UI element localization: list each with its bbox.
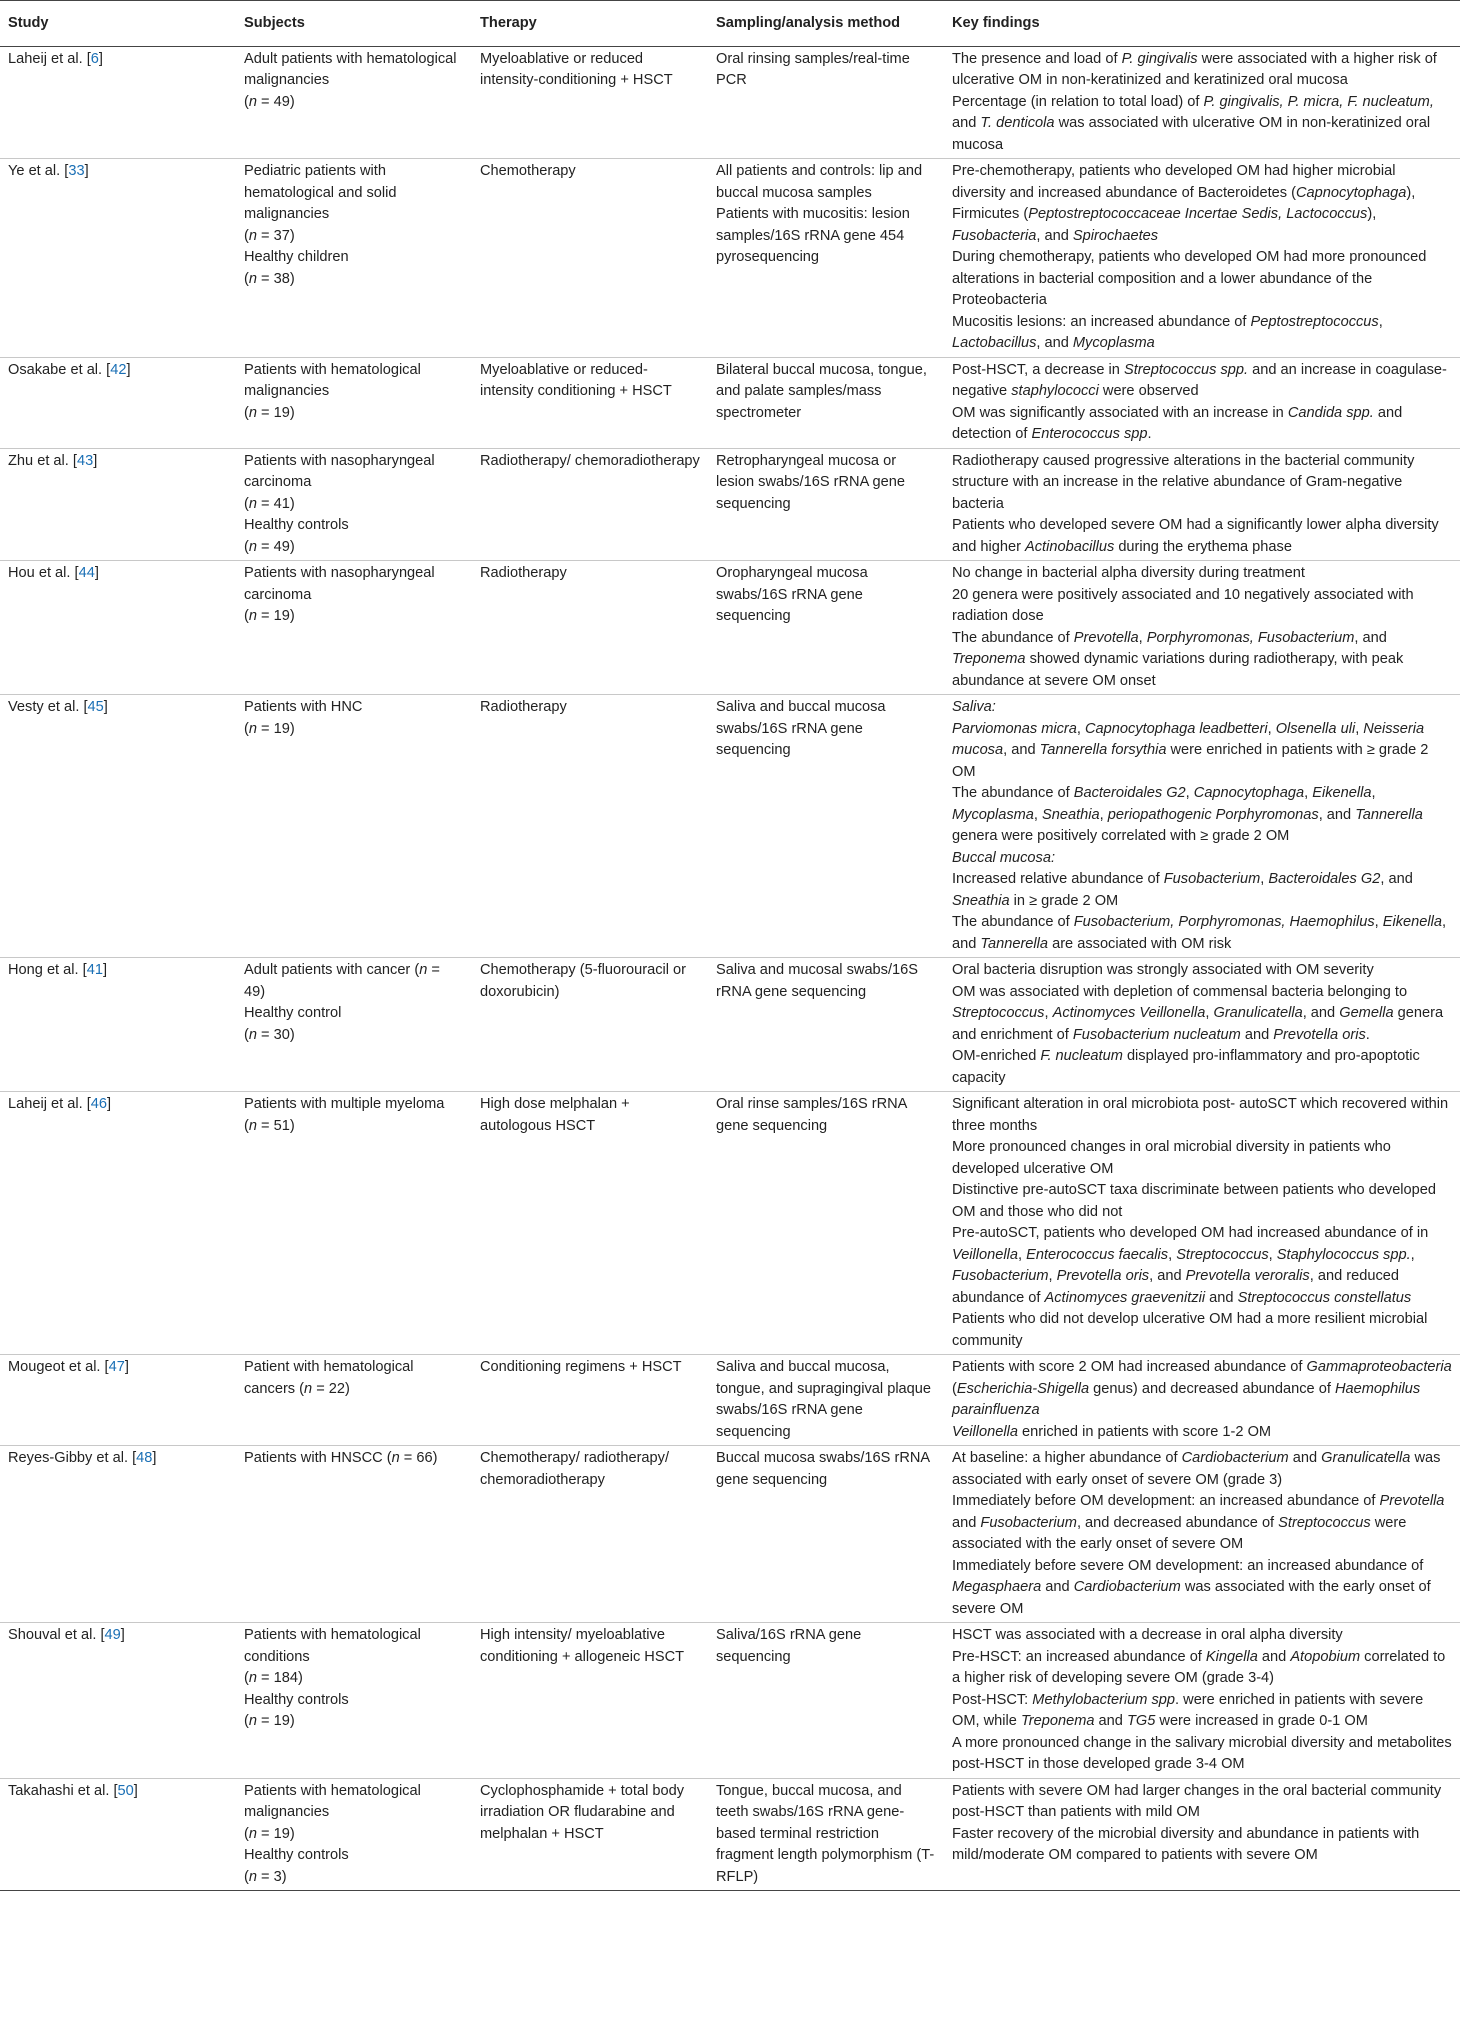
study-bracket: ] [124, 1359, 129, 1375]
subjects-line: (n = 19) [244, 404, 295, 421]
therapy-line: Myeloablative or reduced intensity-conditioning + HSCT [480, 50, 673, 88]
therapy-line: Conditioning regimens + HSCT [480, 1359, 682, 1375]
subjects-line: Patients with hematological malignancies [244, 361, 421, 399]
subjects-line: (n = 49) [244, 93, 295, 110]
method-cell [708, 695, 944, 958]
findings-line: Pre-chemotherapy, patients who developed OM had higher microbial diversity and increased abundance of Bacteroidetes (Capnocytophaga), Firmicutes (Peptostreptococcaceae Incertae Sedis, Lactococcus), Fusobacteria, and Spirochaetes [952, 163, 1416, 244]
findings-line: Pre-autoSCT, patients who developed OM had increased abundance of in Veillonella, Enterococcus faecalis, Streptococcus, Staphylococcus spp., Fusobacterium, Prevotella oris, and Prevotella veroralis, and reduced abundance of Actinomyces graevenitzii and Streptococcus constellatus [952, 1225, 1429, 1306]
study-bracket: ] [102, 962, 107, 978]
findings-line: Percentage (in relation to total load) of P. gingivalis, P. micra, F. nucleatum, and T. denticola was associated with ulcerative OM in non-keratinized oral mucosa [952, 93, 1434, 153]
findings-line: No change in bacterial alpha diversity during treatment [952, 565, 1305, 581]
table-row [0, 357, 1460, 448]
findings-line: The abundance of Bacteroidales G2, Capnocytophaga, Eikenella, Mycoplasma, Sneathia, periopathogenic Porphyromonas, and Tannerella genera were positively correlated with ≥ grade 2 OM [952, 785, 1423, 844]
subjects-cell [236, 1092, 472, 1355]
subjects-line: Patient with hematological cancers (n = 22) [244, 1359, 414, 1397]
findings-line: OM-enriched F. nucleatum displayed pro-inflammatory and pro-apoptotic capacity [952, 1048, 1420, 1086]
findings-line: OM was significantly associated with an increase in Candida spp. and detection of Enterococcus spp. [952, 404, 1403, 442]
subjects-line: Patients with hematological malignancies [244, 1782, 421, 1820]
subjects-line: (n = 3) [244, 1868, 287, 1885]
method-line: Oral rinsing samples/real-time PCR [716, 50, 910, 88]
subjects-line: (n = 37) [244, 227, 295, 244]
findings-cell [944, 695, 1460, 958]
table-body [0, 46, 1460, 1891]
findings-cell [944, 448, 1460, 561]
reference-link[interactable]: 33 [68, 163, 85, 179]
findings-line: Patients with severe OM had larger changes in the oral bacterial community post-HSCT than patients with mild OM [952, 1782, 1442, 1820]
study-bracket: ] [94, 565, 99, 581]
study-bracket: ] [103, 699, 108, 715]
findings-line: At baseline: a higher abundance of Cardiobacterium and Granulicatella was associated with early onset of severe OM (grade 3) [952, 1450, 1441, 1488]
subjects-cell [236, 448, 472, 561]
study-cell [0, 46, 236, 159]
method-line: Saliva and buccal mucosa, tongue, and supragingival plaque swabs/16S rRNA gene sequencing [716, 1359, 932, 1440]
findings-line: Parviomonas micra, Capnocytophaga leadbetteri, Olsenella uli, Neisseria mucosa, and Tannerella forsythia were enriched in patients with ≥ grade 2 OM [952, 720, 1429, 780]
subjects-cell [236, 561, 472, 695]
table-row [0, 1092, 1460, 1355]
method-line: Saliva and buccal mucosa swabs/16S rRNA gene sequencing [716, 699, 886, 758]
study-cell [0, 159, 236, 358]
study-author: Shouval et al. [ [8, 1627, 105, 1643]
therapy-cell [472, 958, 708, 1092]
subjects-line: Patients with hematological conditions [244, 1627, 421, 1665]
findings-line: The abundance of Fusobacterium, Porphyromonas, Haemophilus, Eikenella, and Tannerella are associated with OM risk [952, 914, 1447, 952]
method-cell [708, 159, 944, 358]
findings-cell [944, 1623, 1460, 1779]
study-author: Mougeot et al. [ [8, 1359, 109, 1375]
findings-line: Faster recovery of the microbial diversity and abundance in patients with mild/moderate OM compared to patients with severe OM [952, 1825, 1420, 1863]
subjects-cell [236, 357, 472, 448]
study-bracket: ] [152, 1450, 157, 1466]
findings-line: More pronounced changes in oral microbial diversity in patients who developed ulcerative OM [952, 1139, 1391, 1177]
study-bracket: ] [93, 452, 98, 469]
subjects-cell [236, 958, 472, 1092]
findings-cell [944, 1778, 1460, 1891]
subjects-line: Healthy controls [244, 517, 349, 533]
method-line: Oropharyngeal mucosa swabs/16S rRNA gene sequencing [716, 565, 868, 624]
header-findings: Key findings [944, 1, 1460, 47]
therapy-cell [472, 1092, 708, 1355]
therapy-cell [472, 46, 708, 159]
findings-cell [944, 561, 1460, 695]
findings-line: The abundance of Prevotella, Porphyromonas, Fusobacterium, and Treponema showed dynamic variations during radiotherapy, with peak abundance at severe OM onset [952, 629, 1404, 689]
therapy-line: High dose melphalan + autologous HSCT [480, 1096, 630, 1134]
findings-line: Saliva: [952, 699, 996, 715]
study-cell [0, 561, 236, 695]
subjects-line: (n = 19) [244, 720, 295, 737]
findings-line: Post-HSCT, a decrease in Streptococcus spp. and an increase in coagulase-negative staphylococci were observed [952, 361, 1447, 399]
therapy-line: Radiotherapy [480, 565, 567, 581]
findings-line: Patients who did not develop ulcerative OM had a more resilient microbial community [952, 1311, 1428, 1349]
subjects-line: (n = 19) [244, 608, 295, 624]
study-cell [0, 1778, 236, 1891]
study-author: Osakabe et al. [ [8, 361, 111, 378]
reference-link[interactable]: 6 [90, 50, 99, 67]
method-cell [708, 1446, 944, 1623]
table-row [0, 1778, 1460, 1891]
study-author: Reyes-Gibby et al. [ [8, 1450, 137, 1466]
therapy-line: Myeloablative or reduced-intensity conditioning + HSCT [480, 361, 672, 399]
study-cell [0, 958, 236, 1092]
findings-line: Pre-HSCT: an increased abundance of Kingella and Atopobium correlated to a higher risk of developing severe OM (grade 3-4) [952, 1648, 1446, 1686]
study-bracket: ] [120, 1627, 125, 1643]
findings-cell [944, 958, 1460, 1092]
study-bracket: ] [126, 361, 131, 378]
study-author: Hong et al. [ [8, 962, 87, 978]
findings-line: Buccal mucosa: [952, 849, 1056, 866]
subjects-line: Healthy children [244, 249, 349, 265]
method-line: Tongue, buccal mucosa, and teeth swabs/16S rRNA gene-based terminal restriction fragment length polymorphism (T-RFLP) [716, 1782, 935, 1885]
subjects-line: Patients with nasopharyngeal carcinoma [244, 565, 435, 603]
table-row [0, 695, 1460, 958]
findings-line: Patients with score 2 OM had increased abundance of Gammaproteobacteria (Escherichia-Shigella genus) and decreased abundance of Haemophilus parainfluenza [952, 1359, 1452, 1418]
method-line: Patients with mucositis: lesion samples/16S rRNA gene 454 pyrosequencing [716, 206, 910, 265]
method-cell [708, 46, 944, 159]
header-study: Study [0, 1, 236, 47]
therapy-cell [472, 1355, 708, 1446]
subjects-cell [236, 695, 472, 958]
table-row [0, 1355, 1460, 1446]
subjects-line: Adult patients with hematological malignancies [244, 50, 457, 88]
study-bracket: ] [84, 163, 89, 179]
findings-line: 20 genera were positively associated and 10 negatively associated with radiation dose [952, 586, 1414, 624]
therapy-cell [472, 448, 708, 561]
header-method: Sampling/analysis method [708, 1, 944, 47]
subjects-line: Healthy control [244, 1005, 342, 1021]
method-cell [708, 357, 944, 448]
subjects-line: Patients with HNSCC (n = 66) [244, 1450, 438, 1466]
findings-cell [944, 1092, 1460, 1355]
subjects-line: Pediatric patients with hematological and solid malignancies [244, 163, 397, 222]
therapy-cell [472, 1778, 708, 1891]
therapy-cell [472, 357, 708, 448]
study-author: Vesty et al. [ [8, 699, 88, 715]
findings-line: Significant alteration in oral microbiota post- autoSCT which recovered within three months [952, 1096, 1449, 1134]
subjects-line: (n = 49) [244, 538, 295, 555]
table-row [0, 561, 1460, 695]
therapy-line: High intensity/ myeloablative conditioning + allogeneic HSCT [480, 1627, 685, 1665]
findings-cell [944, 1355, 1460, 1446]
table-row [0, 448, 1460, 561]
therapy-line: Chemotherapy (5-fluorouracil or doxorubicin) [480, 962, 687, 1000]
findings-line: Oral bacteria disruption was strongly associated with OM severity [952, 962, 1374, 978]
therapy-cell [472, 1623, 708, 1779]
method-cell [708, 958, 944, 1092]
therapy-cell [472, 561, 708, 695]
method-cell [708, 1092, 944, 1355]
method-line: Bilateral buccal mucosa, tongue, and palate samples/mass spectrometer [716, 361, 927, 421]
subjects-line: (n = 51) [244, 1117, 295, 1134]
findings-line: HSCT was associated with a decrease in oral alpha diversity [952, 1627, 1343, 1643]
reference-link[interactable]: 48 [136, 1450, 153, 1466]
study-cell [0, 695, 236, 958]
study-author: Ye et al. [ [8, 163, 69, 179]
therapy-line: Chemotherapy/ radiotherapy/ chemoradiotherapy [480, 1450, 670, 1488]
therapy-line: Radiotherapy [480, 699, 567, 715]
study-bracket: ] [107, 1096, 112, 1112]
reference-link[interactable]: 49 [104, 1627, 121, 1643]
subjects-cell [236, 1778, 472, 1891]
findings-line: Mucositis lesions: an increased abundance of Peptostreptococcus, Lactobacillus, and Mycoplasma [952, 313, 1383, 351]
subjects-line: (n = 19) [244, 1713, 295, 1729]
subjects-cell [236, 1446, 472, 1623]
method-cell [708, 1778, 944, 1891]
findings-cell [944, 1446, 1460, 1623]
subjects-line: Patients with multiple myeloma [244, 1096, 445, 1112]
table-row [0, 159, 1460, 358]
subjects-line: Healthy controls [244, 1691, 349, 1708]
subjects-line: Adult patients with cancer (n = 49) [244, 962, 440, 1000]
reference-link[interactable]: 43 [76, 452, 94, 469]
study-author: Laheij et al. [ [8, 1096, 91, 1112]
study-cell [0, 1092, 236, 1355]
findings-line: During chemotherapy, patients who developed OM had more pronounced alterations in bacterial composition and a lower abundance of the Proteobacteria [952, 249, 1427, 308]
method-line: Saliva/16S rRNA gene sequencing [716, 1627, 862, 1665]
study-author: Laheij et al. [ [8, 50, 91, 67]
therapy-line: Cyclophosphamide + total body irradiation OR fludarabine and melphalan + HSCT [480, 1782, 685, 1842]
subjects-cell [236, 1355, 472, 1446]
reference-link[interactable]: 44 [78, 565, 95, 581]
reference-link[interactable]: 45 [87, 699, 104, 715]
findings-line: Patients who developed severe OM had a significantly lower alpha diversity and higher Actinobacillus during the erythema phase [952, 517, 1439, 555]
study-author: Hou et al. [ [8, 565, 79, 581]
method-cell [708, 448, 944, 561]
method-cell [708, 1355, 944, 1446]
findings-line: Veillonella enriched in patients with score 1-2 OM [952, 1423, 1272, 1440]
findings-cell [944, 357, 1460, 448]
findings-line: Immediately before OM development: an increased abundance of Prevotella and Fusobacterium, and decreased abundance of Streptococcus were associated with the early onset of severe OM [952, 1493, 1445, 1552]
table-row [0, 958, 1460, 1092]
study-cell [0, 357, 236, 448]
findings-line: A more pronounced change in the salivary microbial diversity and metabolites post-HSCT in those developed grade 3-4 OM [952, 1734, 1452, 1772]
reference-link[interactable]: 47 [108, 1359, 125, 1375]
findings-line: The presence and load of P. gingivalis were associated with a higher risk of ulcerative OM in non-keratinized and keratinized oral mucosa [952, 50, 1437, 88]
reference-link[interactable]: 42 [110, 361, 127, 378]
method-line: Oral rinse samples/16S rRNA gene sequencing [716, 1096, 907, 1134]
study-cell [0, 1355, 236, 1446]
findings-line: Immediately before severe OM development: an increased abundance of Megasphaera and Cardiobacterium was associated with the early onset of severe OM [952, 1557, 1431, 1617]
study-cell [0, 448, 236, 561]
subjects-line: Patients with nasopharyngeal carcinoma [244, 452, 435, 490]
therapy-cell [472, 159, 708, 358]
subjects-line: (n = 30) [244, 1026, 295, 1043]
subjects-cell [236, 159, 472, 358]
table-row [0, 1446, 1460, 1623]
findings-line: Distinctive pre-autoSCT taxa discriminate between patients who developed OM and those who did not [952, 1182, 1437, 1220]
study-author: Takahashi et al. [ [8, 1782, 118, 1799]
method-cell [708, 1623, 944, 1779]
reference-link[interactable]: 41 [86, 962, 103, 978]
subjects-line: (n = 184) [244, 1670, 303, 1686]
findings-cell [944, 159, 1460, 358]
therapy-cell [472, 1446, 708, 1623]
subjects-cell [236, 46, 472, 159]
therapy-line: Radiotherapy/ chemoradiotherapy [480, 452, 700, 469]
study-cell [0, 1623, 236, 1779]
findings-cell [944, 46, 1460, 159]
study-cell [0, 1446, 236, 1623]
table-row [0, 1623, 1460, 1779]
subjects-line: (n = 41) [244, 495, 295, 512]
subjects-line: Healthy controls [244, 1847, 349, 1863]
study-bracket: ] [98, 50, 103, 67]
therapy-line: Chemotherapy [480, 163, 576, 179]
findings-line: Radiotherapy caused progressive alterations in the bacterial community structure with an increase in the relative abundance of Gram-negative bacteria [952, 452, 1415, 512]
method-line: All patients and controls: lip and buccal mucosa samples [716, 163, 923, 201]
findings-line: Increased relative abundance of Fusobacterium, Bacteroidales G2, and Sneathia in ≥ grade 2 OM [952, 871, 1413, 909]
study-bracket: ] [133, 1782, 138, 1799]
method-cell [708, 561, 944, 695]
therapy-cell [472, 695, 708, 958]
reference-link[interactable]: 46 [90, 1096, 107, 1112]
table-row [0, 46, 1460, 159]
header-therapy: Therapy [472, 1, 708, 47]
method-line: Saliva and mucosal swabs/16S rRNA gene sequencing [716, 962, 918, 1000]
reference-link[interactable]: 50 [117, 1782, 134, 1799]
header-subjects: Subjects [236, 1, 472, 47]
findings-line: OM was associated with depletion of commensal bacteria belonging to Streptococcus, Actinomyces Veillonella, Granulicatella, and Gemella genera and enrichment of Fusobacterium nucleatum and Prevotella oris. [952, 983, 1444, 1043]
findings-line: Post-HSCT: Methylobacterium spp. were enriched in patients with severe OM, while Treponema and TG5 were increased in grade 0-1 OM [952, 1691, 1424, 1729]
study-author: Zhu et al. [ [8, 452, 77, 469]
header-row [0, 1, 1460, 47]
method-line: Buccal mucosa swabs/16S rRNA gene sequencing [716, 1450, 930, 1488]
subjects-line: (n = 38) [244, 270, 295, 287]
subjects-cell [236, 1623, 472, 1779]
subjects-line: (n = 19) [244, 1825, 295, 1842]
method-line: Retropharyngeal mucosa or lesion swabs/16S rRNA gene sequencing [716, 452, 906, 512]
subjects-line: Patients with HNC [244, 699, 363, 715]
